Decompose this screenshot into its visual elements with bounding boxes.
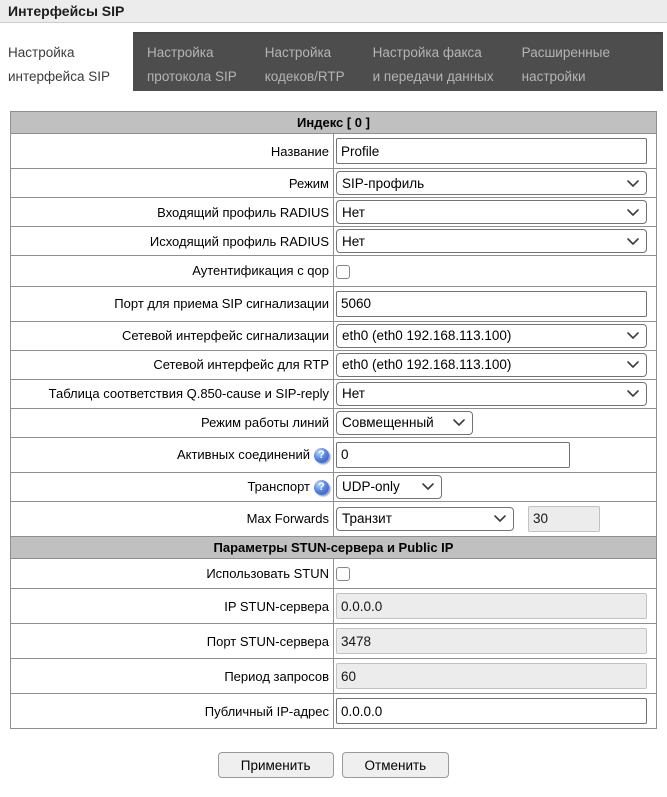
row-label-cell (11, 379, 334, 408)
select-value: Совмещенный (342, 415, 434, 431)
chevron-down-icon (627, 209, 639, 216)
select-value: eth0 (eth0 192.168.113.100) (342, 328, 512, 344)
tab-label-line: протокола SIP (147, 69, 237, 84)
row-label: Аутентификация с qop (192, 263, 329, 279)
tab-codecs-rtp-settings[interactable] (251, 34, 359, 91)
row-label-cell (11, 437, 334, 472)
select-value: Нет (342, 204, 365, 220)
chevron-down-icon (627, 390, 639, 397)
row-control-cell (334, 624, 657, 659)
row-radius-incoming-profile (11, 198, 657, 227)
row-public-ip (11, 694, 657, 729)
row-label: Сетевой интерфейс для RTP (153, 357, 329, 373)
public-ip-input[interactable] (336, 698, 647, 724)
chevron-down-icon (627, 361, 639, 368)
row-label-cell (11, 659, 334, 694)
row-label-cell (11, 624, 334, 659)
help-icon[interactable]: ? (314, 448, 329, 463)
tab-label-line: интерфейса SIP (8, 69, 110, 84)
chevron-down-icon (627, 238, 639, 245)
row-control-cell (334, 589, 657, 624)
row-label: Использовать STUN (206, 565, 329, 581)
row-transport (11, 472, 657, 501)
row-qop-authentication (11, 256, 657, 287)
row-label: Сетевой интерфейс сигнализации (121, 328, 329, 344)
tab-label-line: настройки (521, 69, 586, 84)
row-label-cell (11, 501, 334, 536)
row-control-cell (334, 169, 657, 198)
row-control-cell (334, 227, 657, 256)
row-label: Период запросов (224, 668, 329, 684)
row-label-cell (11, 558, 334, 589)
chevron-down-icon (422, 483, 434, 490)
row-control-cell (334, 198, 657, 227)
row-control-cell (334, 501, 657, 536)
row-control-cell (334, 286, 657, 321)
row-use-stun (11, 558, 657, 589)
max-forwards-select[interactable] (336, 507, 514, 531)
row-label: Max Forwards (246, 511, 329, 527)
tab-sip-protocol-settings[interactable] (133, 34, 251, 91)
row-label-cell (11, 408, 334, 437)
section-header-row (11, 536, 657, 558)
row-label-cell (11, 286, 334, 321)
row-radius-outgoing-profile (11, 227, 657, 256)
row-control-cell (334, 321, 657, 350)
row-label: Порт для приема SIP сигнализации (114, 296, 329, 312)
tab-label-line: Настройка (8, 45, 75, 60)
select-value: Транзит (342, 511, 392, 527)
mode-select[interactable] (336, 171, 647, 195)
request-period-input (336, 663, 647, 689)
row-label-cell (11, 472, 334, 501)
row-control-cell (334, 350, 657, 379)
sip-signaling-port-input[interactable] (336, 291, 647, 317)
tab-label-line: и передачи данных (372, 69, 494, 84)
row-control-cell (334, 694, 657, 729)
select-value: UDP-only (342, 479, 400, 495)
row-q850-sip-reply-table (11, 379, 657, 408)
tab-sip-interface-settings[interactable] (0, 32, 133, 91)
cancel-button[interactable]: Отменить (342, 752, 450, 778)
row-max-forwards (11, 501, 657, 536)
section-title: Параметры STUN-сервера и Public IP (11, 536, 657, 558)
row-control-cell (334, 472, 657, 501)
row-control-cell (334, 256, 657, 287)
tab-bar (0, 32, 663, 91)
signaling-interface-select[interactable] (336, 324, 647, 348)
row-control-cell (334, 659, 657, 694)
row-label-cell (11, 198, 334, 227)
stun-server-ip-input (336, 593, 647, 619)
row-mode (11, 169, 657, 198)
row-line-mode (11, 408, 657, 437)
row-label: IP STUN-сервера (224, 598, 329, 614)
use-stun-checkbox[interactable] (336, 567, 350, 581)
row-label: Входящий профиль RADIUS (157, 204, 329, 220)
row-request-period (11, 659, 657, 694)
row-label-cell (11, 134, 334, 169)
row-label-cell (11, 227, 334, 256)
rtp-interface-select[interactable] (336, 353, 647, 377)
row-control-cell (334, 558, 657, 589)
settings-table (10, 111, 657, 729)
row-control-cell (334, 379, 657, 408)
select-value: Нет (342, 233, 365, 249)
row-active-connections (11, 437, 657, 472)
chevron-down-icon (627, 332, 639, 339)
row-control-cell (334, 437, 657, 472)
tab-bar-dark (133, 32, 663, 91)
row-label-cell (11, 169, 334, 198)
row-label: Порт STUN-сервера (206, 633, 329, 649)
row-control-cell (334, 134, 657, 169)
q850-sip-reply-table-select[interactable] (336, 382, 647, 406)
row-label-cell (11, 694, 334, 729)
help-icon[interactable]: ? (314, 480, 329, 495)
row-label: Публичный IP-адрес (204, 703, 329, 719)
select-value: Нет (342, 386, 365, 402)
row-label: Режим работы линий (200, 415, 329, 431)
row-profile-name (11, 134, 657, 169)
profile-name-input[interactable] (336, 138, 647, 164)
tab-label-line: кодеков/RTP (264, 69, 345, 84)
apply-button[interactable]: Применить (218, 752, 334, 778)
row-signaling-interface (11, 321, 657, 350)
action-buttons (0, 752, 667, 778)
section-header-row (11, 112, 657, 134)
chevron-down-icon (494, 515, 506, 522)
page-header (0, 0, 667, 23)
row-label-cell (11, 589, 334, 624)
tab-label-line: Настройка факса (372, 45, 482, 60)
chevron-down-icon (627, 180, 639, 187)
row-label: Название (270, 143, 329, 159)
row-label: Активных соединений (176, 446, 310, 462)
tab-label-line: Настройка (147, 45, 214, 60)
select-value: SIP-профиль (342, 175, 425, 191)
transport-select[interactable] (336, 475, 442, 499)
chevron-down-icon (453, 419, 465, 426)
row-label-cell (11, 321, 334, 350)
tab-advanced-settings[interactable] (508, 34, 624, 91)
max-forwards-input (528, 506, 600, 532)
row-control-cell (334, 408, 657, 437)
row-label: Исходящий профиль RADIUS (149, 233, 329, 249)
select-value: eth0 (eth0 192.168.113.100) (342, 357, 512, 373)
qop-authentication-checkbox[interactable] (336, 265, 350, 279)
row-label-cell (11, 350, 334, 379)
row-label: Режим (288, 175, 329, 191)
radius-outgoing-profile-select[interactable] (336, 229, 647, 253)
row-stun-server-ip (11, 589, 657, 624)
row-rtp-interface (11, 350, 657, 379)
section-title: Индекс [ 0 ] (11, 112, 657, 134)
page-title: Интерфейсы SIP (8, 3, 125, 19)
row-label-cell (11, 256, 334, 287)
radius-incoming-profile-select[interactable] (336, 200, 647, 224)
tab-label-line: Расширенные (521, 45, 610, 60)
tab-fax-data-settings[interactable] (359, 34, 508, 91)
row-label: Таблица соответствия Q.850-cause и SIP-reply (48, 386, 329, 402)
active-connections-input[interactable] (336, 442, 570, 468)
line-mode-select[interactable] (336, 411, 473, 435)
row-stun-server-port (11, 624, 657, 659)
row-label: Транспорт (247, 478, 310, 494)
stun-server-port-input (336, 628, 647, 654)
tab-label-line: Настройка (264, 45, 332, 60)
row-sip-signaling-port (11, 286, 657, 321)
